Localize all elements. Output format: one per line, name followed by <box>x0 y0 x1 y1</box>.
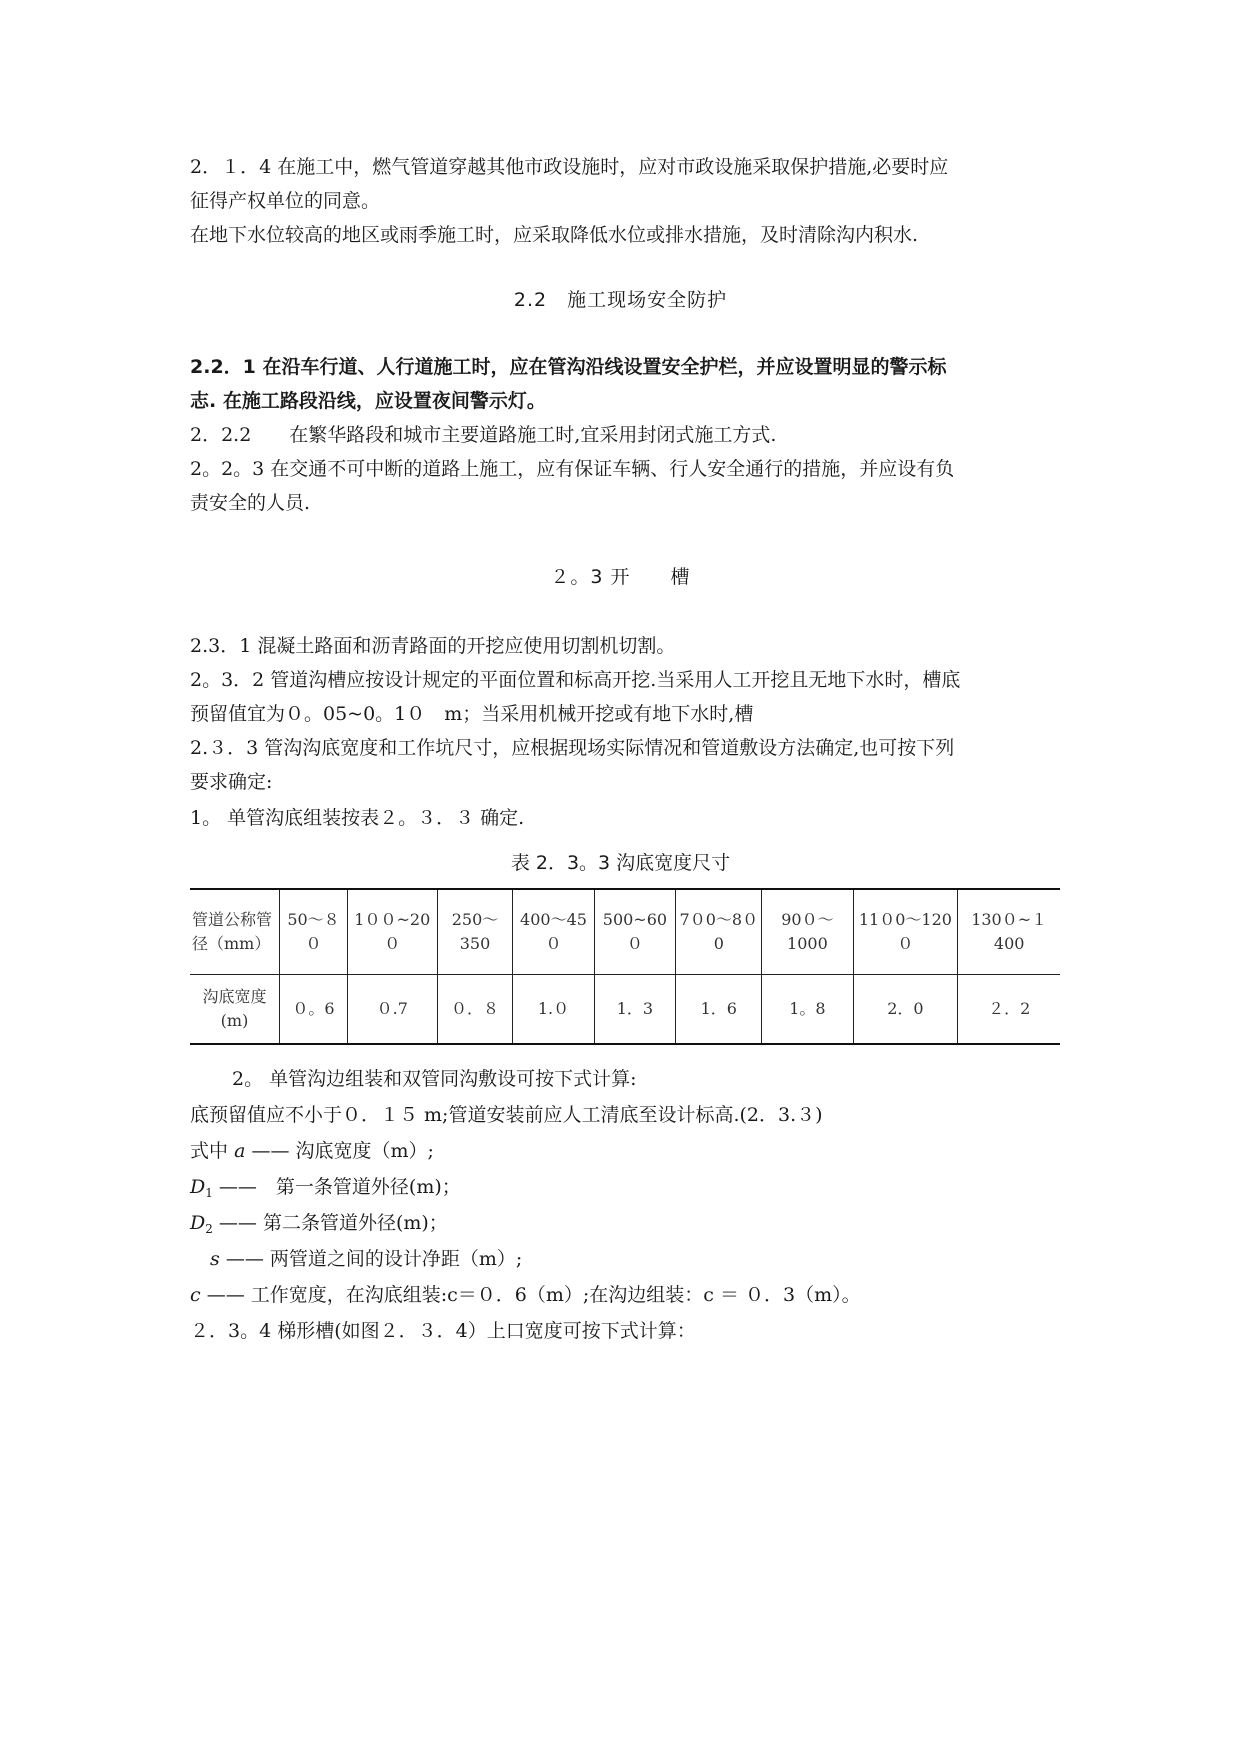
para-item-1: 1。 单管沟底组装按表２。３．３ 确定. <box>190 807 525 829</box>
table-row-diameter <box>190 889 1060 975</box>
para-2-3-3-line2: 要求确定: <box>190 771 273 793</box>
table-cell: ０。6 <box>280 975 348 1045</box>
para-groundwater: 在地下水位较高的地区或雨季施工时，应采取降低水位或排水措施，及时清除沟内积水. <box>190 224 919 246</box>
table-cell: 1．6 <box>676 975 762 1045</box>
table-cell: ０.7 <box>348 975 438 1045</box>
table-caption: 表 2．3。3 沟底宽度尺寸 <box>510 852 731 874</box>
para-2-3-2-line1: 2。3．2 管道沟槽应按设计规定的平面位置和标高开挖.当采用人工开挖且无地下水时，槽底 <box>190 669 961 691</box>
para-2-2-2: 2．2.2 在繁华路段和城市主要道路施工时,宜采用封闭式施工方式. <box>190 424 777 446</box>
def-s-text: —— 两管道之间的设计净距（m）; <box>225 1248 523 1270</box>
table-cell: 90０～1000 <box>762 889 853 975</box>
heading-2-3: ２。3 开 槽 <box>550 566 691 588</box>
table-cell: 2．0 <box>853 975 958 1045</box>
table-header-width: 沟底宽度(m) <box>190 975 280 1045</box>
table-cell: 1００~20０ <box>348 889 438 975</box>
symbol-s: s <box>210 1248 220 1270</box>
table-cell: ０．８ <box>437 975 513 1045</box>
table-cell: 50～８０ <box>280 889 348 975</box>
para-2-3-3-line1: 2.３．3 管沟沟底宽度和工作坑尺寸，应根据现场实际情况和管道敷设方法确定,也可按下列 <box>190 737 955 759</box>
table-cell: 7０0～8０0 <box>676 889 762 975</box>
table-cell: 1.０ <box>513 975 594 1045</box>
def-d2 <box>190 1206 1060 1246</box>
def-prefix: 式中 <box>190 1140 229 1162</box>
table-cell: 250～350 <box>437 889 513 975</box>
table-cell: 1．3 <box>594 975 676 1045</box>
symbol-c: c <box>190 1284 201 1306</box>
def-d1-text: —— 第一条管道外径(m)； <box>218 1176 461 1198</box>
table-cell: 1。8 <box>762 975 853 1045</box>
para-2-2-1-line2: 志. 在施工路段沿线，应设置夜间警示灯。 <box>190 390 546 412</box>
table-cell: ２．2 <box>958 975 1060 1045</box>
para-item-2: 2。 单管沟边组装和双管同沟敷设可按下式计算: <box>232 1068 637 1090</box>
def-d1 <box>190 1170 1060 1210</box>
subscript-1: 1 <box>205 1186 213 1200</box>
table-row-width <box>190 975 1060 1045</box>
para-2-1-4-line1: 2．１．4 在施工中，燃气管道穿越其他市政设施时，应对市政设施采取保护措施,必要时应 <box>190 156 949 178</box>
para-2-2-3-line2: 责安全的人员. <box>190 492 311 514</box>
symbol-d: D <box>190 1212 206 1234</box>
subscript-2: 2 <box>205 1222 213 1236</box>
def-d2-text: —— 第二条管道外径(m)； <box>218 1212 448 1234</box>
table-cell: 11０0～120０ <box>853 889 958 975</box>
para-2-3-1: 2.3．1 混凝土路面和沥青路面的开挖应使用切割机切割。 <box>190 635 676 657</box>
para-2-2-3-line1: 2。2。3 在交通不可中断的道路上施工，应有保证车辆、行人安全通行的措施，并应设有负 <box>190 458 955 480</box>
def-c-text: —— 工作宽度，在沟底组装:c＝０．6（m）;在沟边组装：c ＝ ０．3（m）。 <box>206 1284 861 1306</box>
para-2-1-4-line2: 征得产权单位的同意。 <box>190 190 381 212</box>
heading-2-2: 2.2 施工现场安全防护 <box>513 289 728 311</box>
para-2-3-2-line2: 预留值宜为０。05~0。1０ m；当采用机械开挖或有地下水时,槽 <box>190 703 754 725</box>
table-header-diameter: 管道公称管径（mm） <box>190 889 280 975</box>
para-2-2-1-line1: 2.2．1 在沿车行道、人行道施工时，应在管沟沿线设置安全护栏，并应设置明显的警示标 <box>190 356 947 378</box>
def-s <box>210 1242 1080 1276</box>
table-cell: 500~60０ <box>594 889 676 975</box>
table-cell: 130０~１400 <box>958 889 1060 975</box>
symbol-a: a <box>234 1140 246 1162</box>
symbol-d: D <box>190 1176 206 1198</box>
trench-width-table <box>190 888 1060 1045</box>
def-a <box>190 1134 1060 1168</box>
para-bottom-reserve: 底预留值应不小于０．１５ m;管道安装前应人工清底至设计标高.(2．3.３) <box>190 1104 823 1126</box>
def-a-text: —— 沟底宽度（m）; <box>251 1140 434 1162</box>
table-cell: 400～45０ <box>513 889 594 975</box>
para-2-3-4: ２．3。4 梯形槽(如图２．３．4）上口宽度可按下式计算： <box>190 1320 696 1342</box>
def-c <box>190 1278 1060 1312</box>
